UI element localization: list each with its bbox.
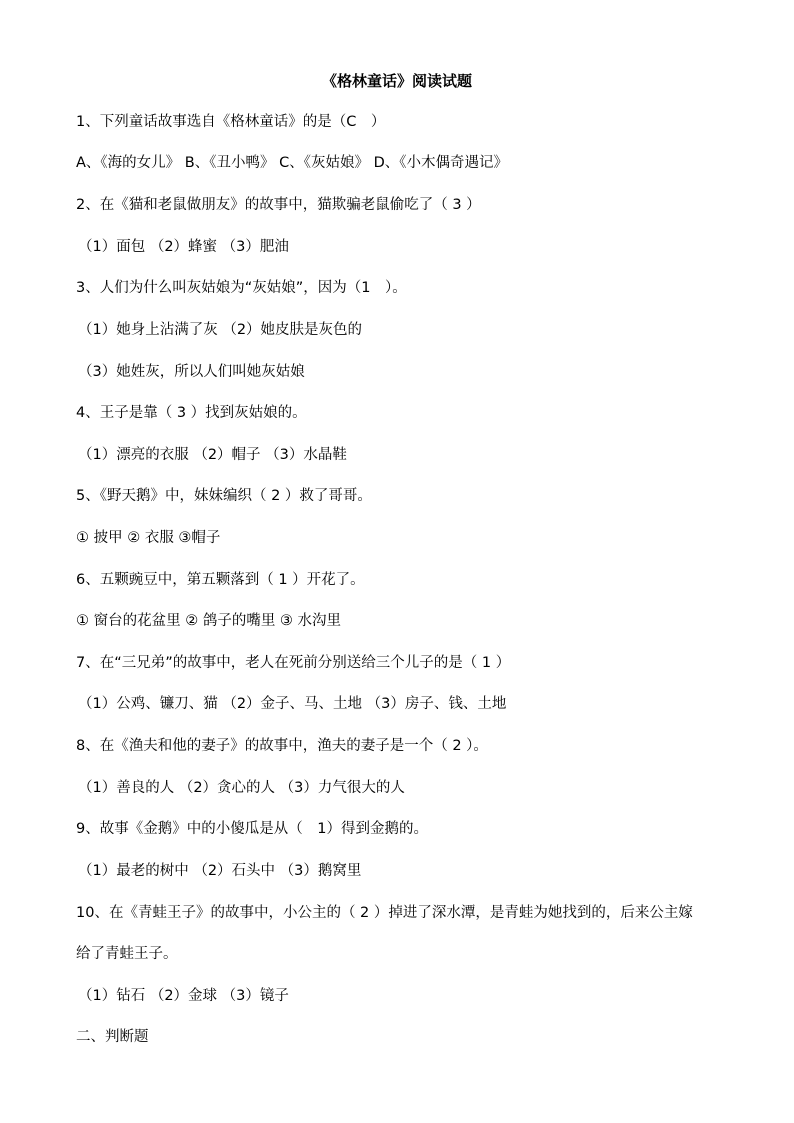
question-9-options: （1）最老的树中 （2）石头中 （3）鹅窝里 xyxy=(78,863,362,879)
question-7-options: （1）公鸡、镰刀、猫 （2）金子、马、土地 （3）房子、钱、土地 xyxy=(78,696,507,712)
question-10: 10、在《青蛙王子》的故事中，小公主的（ 2 ）掉进了深水潭，是青蛙为她找到的，后来公主嫁 xyxy=(76,905,693,921)
question-3-options-b: （3）她姓灰，所以人们叫她灰姑娘 xyxy=(78,364,305,380)
question-6-options: ① 窗台的花盆里 ② 鸽子的嘴里 ③ 水沟里 xyxy=(76,613,342,629)
question-2: 2、在《猫和老鼠做朋友》的故事中，猫欺骗老鼠偷吃了（ 3 ） xyxy=(76,197,481,213)
question-2-options: （1）面包 （2）蜂蜜 （3）肥油 xyxy=(78,239,289,255)
question-9: 9、故事《金鹅》中的小傻瓜是从（ 1）得到金鹅的。 xyxy=(76,821,428,837)
section-heading-judgement: 二、判断题 xyxy=(76,1029,149,1045)
question-1: 1、下列童话故事选自《格林童话》的是（C ） xyxy=(76,114,386,130)
question-6: 6、五颗豌豆中，第五颗落到（ 1 ）开花了。 xyxy=(76,572,365,588)
question-4-options: （1）漂亮的衣服 （2）帽子 （3）水晶鞋 xyxy=(78,447,347,463)
question-10-options: （1）钻石 （2）金球 （3）镜子 xyxy=(78,988,289,1004)
question-4: 4、王子是靠（ 3 ）找到灰姑娘的。 xyxy=(76,405,307,421)
document-title: 《格林童话》阅读试题 xyxy=(321,72,472,90)
question-8-options: （1）善良的人 （2）贪心的人 （3）力气很大的人 xyxy=(78,780,405,796)
question-7: 7、在“三兄弟”的故事中，老人在死前分别送给三个儿子的是（ 1 ） xyxy=(76,655,511,671)
question-8: 8、在《渔夫和他的妻子》的故事中，渔夫的妻子是一个（ 2 ）。 xyxy=(76,738,488,754)
question-5-options: ① 披甲 ② 衣服 ③帽子 xyxy=(76,530,221,546)
question-3-options-a: （1）她身上沾满了灰 （2）她皮肤是灰色的 xyxy=(78,322,363,338)
question-3: 3、人们为什么叫灰姑娘为“灰姑娘”，因为（1 ）。 xyxy=(76,280,407,296)
question-1-options: A、《海的女儿》 B、《丑小鸭》 C、《灰姑娘》 D、《小木偶奇遇记》 xyxy=(76,155,508,171)
question-10-continued: 给了青蛙王子。 xyxy=(76,946,178,962)
question-5: 5、《野天鹅》中，妹妹编织（ 2 ）救了哥哥。 xyxy=(76,488,372,504)
